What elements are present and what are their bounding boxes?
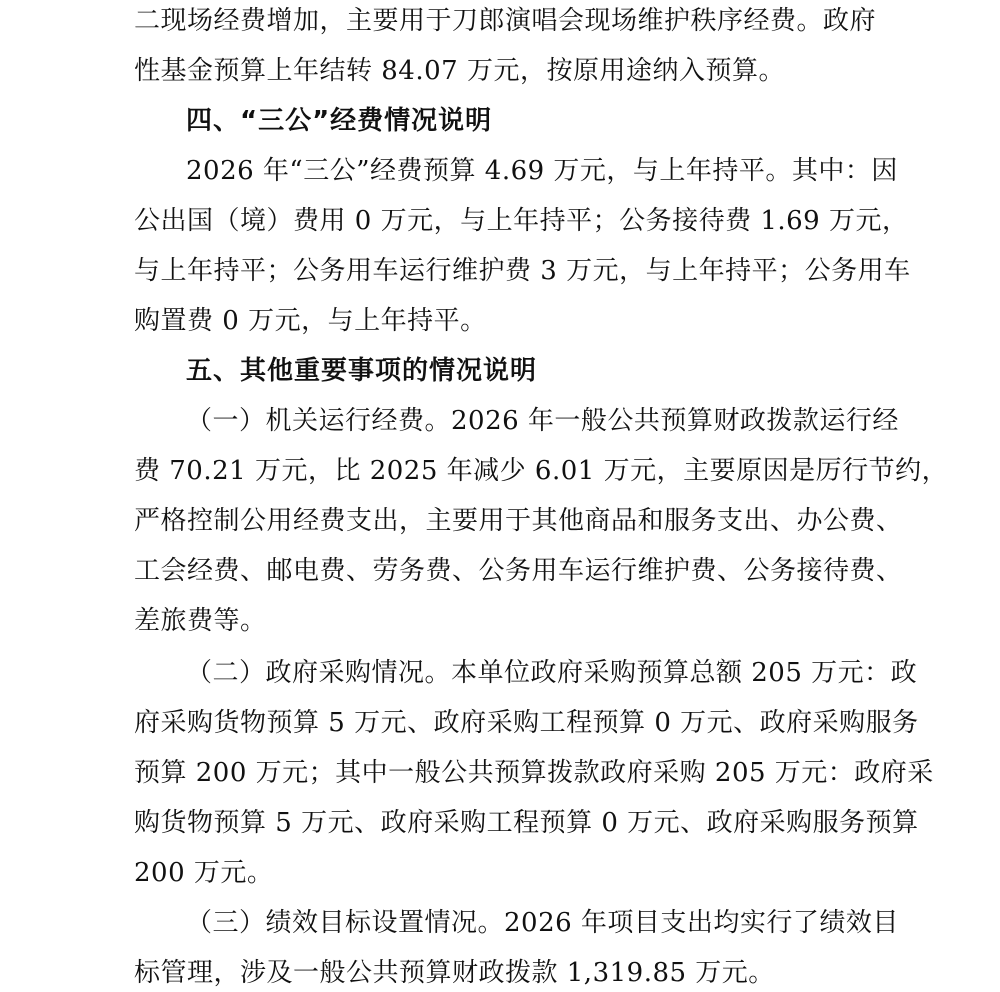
section-heading-four: 四、“三公”经费情况说明 — [186, 106, 493, 136]
paragraph-line: 标管理，涉及一般公共预算财政拨款 1,319.85 万元。 — [134, 958, 775, 988]
paragraph-line: 严格控制公用经费支出，主要用于其他商品和服务支出、办公费、 — [134, 506, 903, 536]
paragraph-line: 工会经费、邮电费、劳务费、公务用车运行维护费、公务接待费、 — [134, 556, 903, 586]
paragraph-line: 二现场经费增加，主要用于刀郎演唱会现场维护秩序经费。政府 — [134, 6, 877, 36]
paragraph-line: 差旅费等。 — [134, 606, 267, 636]
paragraph-line: 与上年持平；公务用车运行维护费 3 万元，与上年持平；公务用车 — [134, 256, 911, 286]
paragraph-line: 性基金预算上年结转 84.07 万元，按原用途纳入预算。 — [134, 56, 785, 86]
paragraph-line: （一）机关运行经费。2026 年一般公共预算财政拨款运行经 — [186, 406, 899, 436]
paragraph-line: 购货物预算 5 万元、政府采购工程预算 0 万元、政府采购服务预算 — [134, 808, 919, 838]
paragraph-line: 购置费 0 万元，与上年持平。 — [134, 306, 487, 336]
section-heading-five: 五、其他重要事项的情况说明 — [186, 356, 538, 386]
paragraph-line: 府采购货物预算 5 万元、政府采购工程预算 0 万元、政府采购服务 — [134, 708, 919, 738]
paragraph-line: （三）绩效目标设置情况。2026 年项目支出均实行了绩效目 — [186, 908, 899, 938]
paragraph-line: 公出国（境）费用 0 万元，与上年持平；公务接待费 1.69 万元， — [134, 206, 909, 236]
paragraph-line: 200 万元。 — [134, 858, 274, 888]
paragraph-line: 预算 200 万元；其中一般公共预算拨款政府采购 205 万元：政府采 — [134, 758, 934, 788]
paragraph-line: （二）政府采购情况。本单位政府采购预算总额 205 万元：政 — [186, 658, 918, 688]
paragraph-line: 2026 年“三公”经费预算 4.69 万元，与上年持平。其中：因 — [186, 156, 898, 186]
paragraph-line: 费 70.21 万元，比 2025 年减少 6.01 万元，主要原因是厉行节约， — [134, 456, 949, 486]
